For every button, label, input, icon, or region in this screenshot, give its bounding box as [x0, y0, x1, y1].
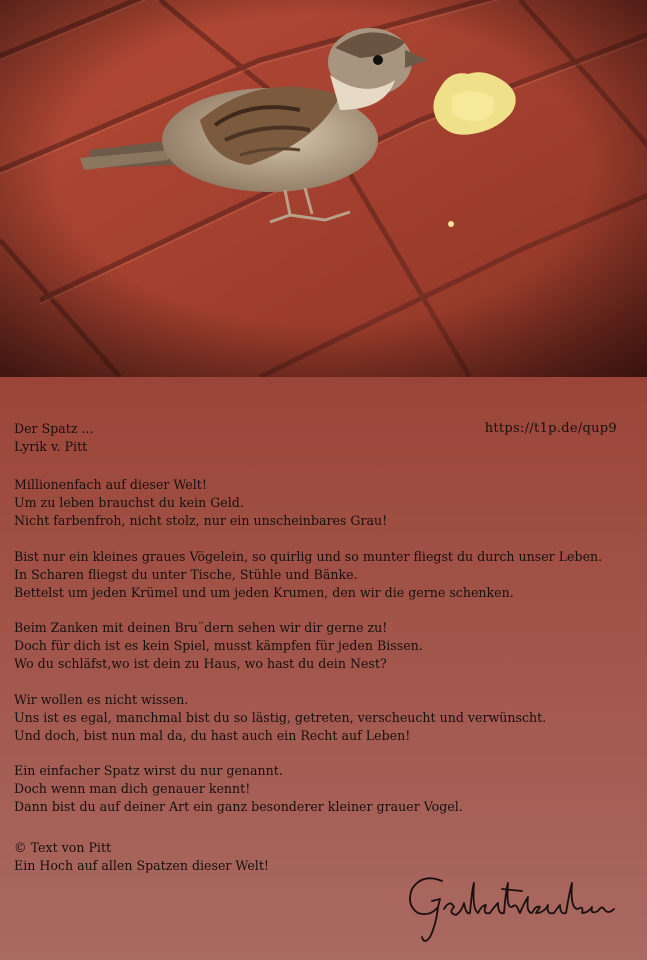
stanza: [14, 619, 639, 673]
stanza: [14, 548, 639, 602]
poem-author: Lyrik v. Pitt: [14, 439, 88, 454]
poem-line: Uns ist es egal, manchmal bist du so lästig, getreten, verscheucht und verwünscht.: [14, 709, 547, 725]
poem-line: Nicht farbenfroh, nicht stolz, nur ein unscheinbares Grau!: [14, 513, 388, 528]
poem-line: Um zu leben brauchst du kein Geld.: [14, 495, 244, 510]
signature-logo: [402, 869, 632, 949]
sparrow-photo: [0, 0, 647, 377]
poem-line: Millionenfach auf dieser Welt!: [14, 477, 207, 492]
copyright-line: © Text von Pitt: [14, 840, 112, 855]
poem-panel: [0, 377, 647, 960]
poem-title: Der Spatz ...: [14, 421, 94, 436]
poem-line: Doch wenn man dich genauer kennt!: [14, 781, 251, 796]
poem-line: Ein einfacher Spatz wirst du nur genannt.: [14, 763, 283, 778]
source-url: https://t1p.de/qup9: [484, 421, 617, 436]
stanza: [14, 762, 639, 816]
poem-line: Dann bist du auf deiner Art ein ganz besonderer kleiner grauer Vogel.: [14, 799, 463, 814]
poem-line: Wo du schläfst,wo ist dein zu Haus, wo hast du dein Nest?: [14, 656, 387, 671]
poem-line: Doch für dich ist es kein Spiel, musst kämpfen für jeden Bissen.: [14, 638, 423, 653]
poem-line: Beim Zanken mit deinen Bru¨dern sehen wir dir gerne zu!: [14, 620, 388, 635]
poem-line: Bettelst um jeden Krümel und um jeden Krumen, den wir die gerne schenken.: [14, 584, 514, 600]
poem-line: Bist nur ein kleines graues Vögelein, so quirlig und so munter fliegst du durch unser Leben.: [14, 548, 603, 564]
stanza: [14, 691, 639, 745]
poem-header: [14, 420, 93, 456]
credit: [14, 839, 269, 875]
poem-line: Wir wollen es nicht wissen.: [14, 691, 189, 707]
poem-body: [14, 476, 639, 834]
stanza: [14, 476, 639, 530]
tribute-line: Ein Hoch auf allen Spatzen dieser Welt!: [14, 858, 269, 873]
poem-line: In Scharen fliegst du unter Tische, Stühle und Bänke.: [14, 566, 358, 582]
poem-line: Und doch, bist nun mal da, du hast auch ein Recht auf Leben!: [14, 727, 411, 743]
